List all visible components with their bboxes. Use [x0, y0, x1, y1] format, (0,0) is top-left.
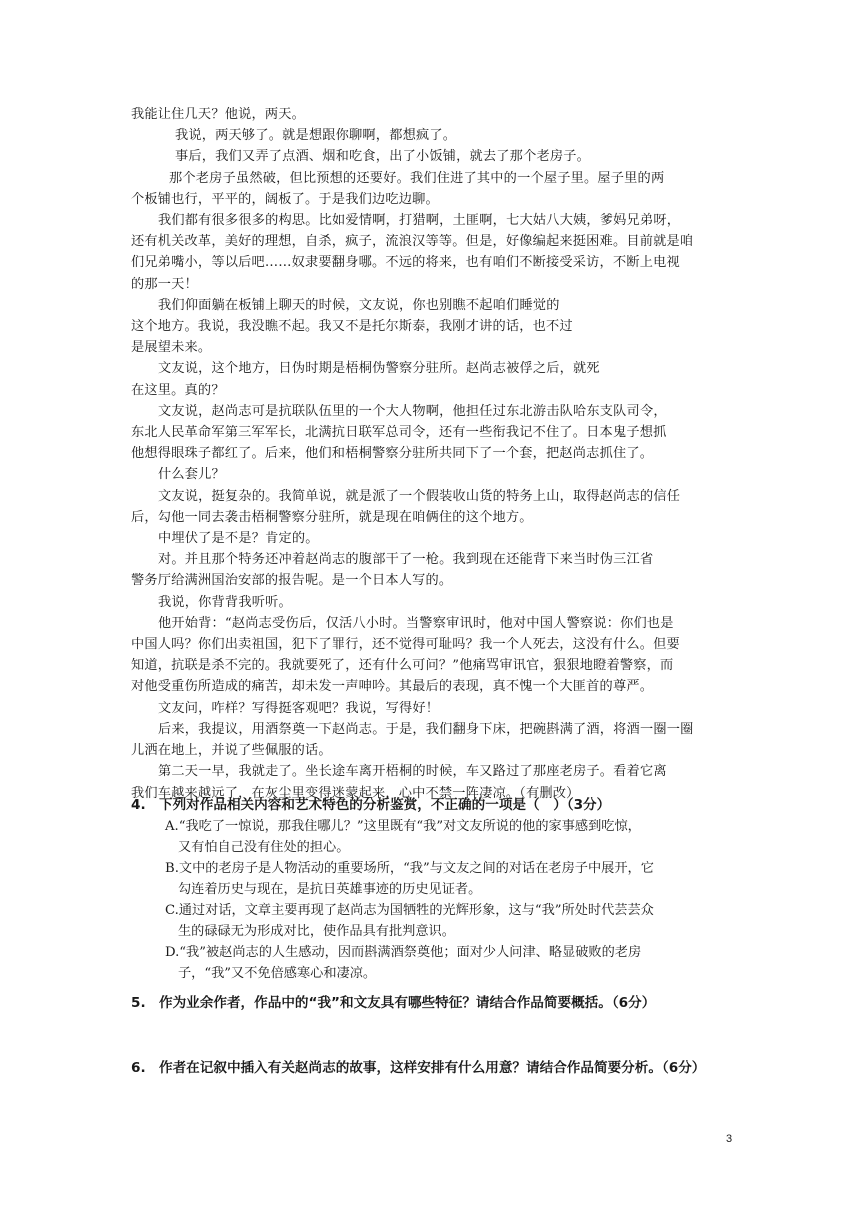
answer-option-continuation: 勾连着历史与现在，是抗日英雄事迹的历史见证者。: [178, 882, 482, 897]
answer-option-continuation: 子，“我”又不免倍感寒心和凄凉。: [178, 966, 377, 981]
story-line: 那个老房子虽然破，但比预想的还要好。我们住进了其中的一个屋子里。屋子里的两: [169, 170, 665, 186]
story-line: 在这里。真的？: [131, 382, 225, 398]
question-4: [131, 794, 746, 984]
story-line: 什么套儿？: [158, 467, 225, 483]
answer-option-first-line: A.“我吃了一惊说，那我住哪儿？”这里既有“我”对文友所说的他的家事感到吃惊，: [165, 819, 641, 834]
story-passage: [131, 104, 741, 804]
story-line: 的那一天！: [131, 276, 198, 292]
story-line: 中国人吗？你们出卖祖国，犯下了罪行，还不觉得可耻吗？我一个人死去，这没有什么。但要: [131, 637, 680, 653]
question-5-number: 5.: [131, 995, 146, 1011]
question-6-text: 作者在记叙中插入有关赵尚志的故事，这样安排有什么用意？请结合作品简要分析。（6分）: [159, 1060, 706, 1076]
question-4-title: [131, 794, 746, 816]
story-line: 中埋伏了是不是？肯定的。: [158, 531, 319, 547]
answer-option-first-line: B.文中的老房子是人物活动的重要场所，“我”与文友之间的对话在老房子中展开，它: [165, 861, 654, 876]
story-line: 是展望未来。: [131, 340, 212, 356]
story-line: 知道，抗联是杀不完的。我就要死了，还有什么可问？”他痛骂审讯官，狠狠地瞪着警察，而: [131, 658, 674, 674]
story-line: 我们车越来越远了，在灰尘里变得迷蒙起来，心中不禁一阵凄凉。（有删改）: [131, 785, 580, 801]
story-line: 我说，你背背我听听。: [158, 594, 292, 610]
story-line: 我们都有很多很多的构思。比如爱情啊，打猎啊，土匪啊，七大姑八大姨，爹妈兄弟呀，: [158, 213, 681, 229]
question-5: [131, 992, 746, 1014]
story-line: 文友说，这个地方，日伪时期是梧桐伪警察分驻所。赵尚志被俘之后，就死: [158, 361, 600, 377]
question-4-number: 4.: [131, 797, 146, 813]
story-line: 文友问，咋样？写得挺客观吧？我说，写得好！: [158, 700, 440, 716]
question-4-options: [131, 816, 746, 984]
story-line: 还有机关改革，美好的理想，自杀，疯子，流浪汉等等。但是，好像编起来挺困难。目前就是咱: [131, 234, 694, 250]
story-line: 警务厅给满洲国治安部的报告呢。是一个日本人写的。: [131, 573, 453, 589]
story-line: 这个地方。我说，我没瞧不起。我又不是托尔斯泰，我刚才讲的话，也不过: [131, 319, 573, 335]
page-number: 3: [726, 1133, 733, 1145]
answer-option-first-line: D.“我”被赵尚志的人生感动，因而斟满酒祭奠他；面对少人问津、略显破败的老房: [165, 945, 642, 960]
story-line: 后来，我提议，用酒祭奠一下赵尚志。于是，我们翻身下床，把碗斟满了酒，将酒一圈一圈: [158, 721, 694, 737]
story-line: 事后，我们又弄了点酒、烟和吃食，出了小饭铺，就去了那个老房子。: [175, 149, 591, 165]
question-5-text: 作为业余作者，作品中的“我”和文友具有哪些特征？请结合作品简要概括。（6分）: [159, 995, 656, 1011]
story-line: 东北人民革命军第三军军长，北满抗日联军总司令，还有一些衔我记不住了。日本鬼子想抓: [131, 425, 667, 441]
answer-option-first-line: C.通过对话，文章主要再现了赵尚志为国牺牲的光辉形象，这与“我”所处时代芸芸众: [165, 903, 654, 918]
story-line: 他想得眼珠子都红了。后来，他们和梧桐警察分驻所共同下了一个套，把赵尚志抓住了。: [131, 446, 654, 462]
question-6-number: 6.: [131, 1060, 146, 1076]
story-line: 我能让住几天？他说，两天。: [131, 107, 306, 122]
story-line: 他开始背：“赵尚志受伤后，仅活八小时。当警察审讯时，他对中国人警察说：你们也是: [158, 615, 674, 631]
answer-option-continuation: 生的碌碌无为形成对比，使作品具有批判意识。: [178, 924, 455, 939]
story-line: 们兄弟嘴小，等以后吧……奴隶要翻身哪。不远的将来，也有咱们不断接受采访，不断上电视: [131, 255, 680, 271]
answer-option: [131, 858, 746, 900]
question-6-title: [131, 1057, 746, 1079]
answer-option: [131, 900, 746, 942]
story-line: 文友说，挺复杂的。我简单说，就是派了一个假装收山货的特务上山，取得赵尚志的信任: [158, 488, 681, 504]
answer-option: [131, 816, 746, 858]
story-line: 文友说，赵尚志可是抗联队伍里的一个大人物啊，他担任过东北游击队哈东支队司令，: [158, 403, 667, 419]
story-line: 个板铺也行，平平的，阔板了。于是我们边吃边聊。: [131, 191, 439, 207]
story-line: 我们仰面躺在板铺上聊天的时候，文友说，你也别瞧不起咱们睡觉的: [158, 297, 560, 313]
story-line: 后，勾他一同去袭击梧桐警察分驻所，就是现在咱俩住的这个地方。: [131, 509, 533, 525]
question-6: [131, 1057, 746, 1079]
story-line: 对他受重伤所造成的痛苦，却未发一声呻吟。其最后的表现，真不愧一个大匪首的尊严。: [131, 679, 654, 695]
question-4-text: 下列对作品相关内容和艺术特色的分析鉴赏，不正确的一项是（ ）（3分）: [159, 797, 611, 813]
answer-option: [131, 942, 746, 984]
story-line: 儿洒在地上，并说了些佩服的话。: [131, 743, 332, 759]
question-5-title: [131, 992, 746, 1014]
story-line: 第二天一早，我就走了。坐长途车离开梧桐的时候，车又路过了那座老房子。看着它离: [158, 764, 667, 780]
story-line: 我说，两天够了。就是想跟你聊啊，都想疯了。: [175, 128, 457, 144]
story-line: 对。并且那个特务还冲着赵尚志的腹部干了一枪。我到现在还能背下来当时伪三江省: [158, 552, 654, 568]
answer-option-continuation: 又有怕自己没有住处的担心。: [178, 840, 350, 855]
